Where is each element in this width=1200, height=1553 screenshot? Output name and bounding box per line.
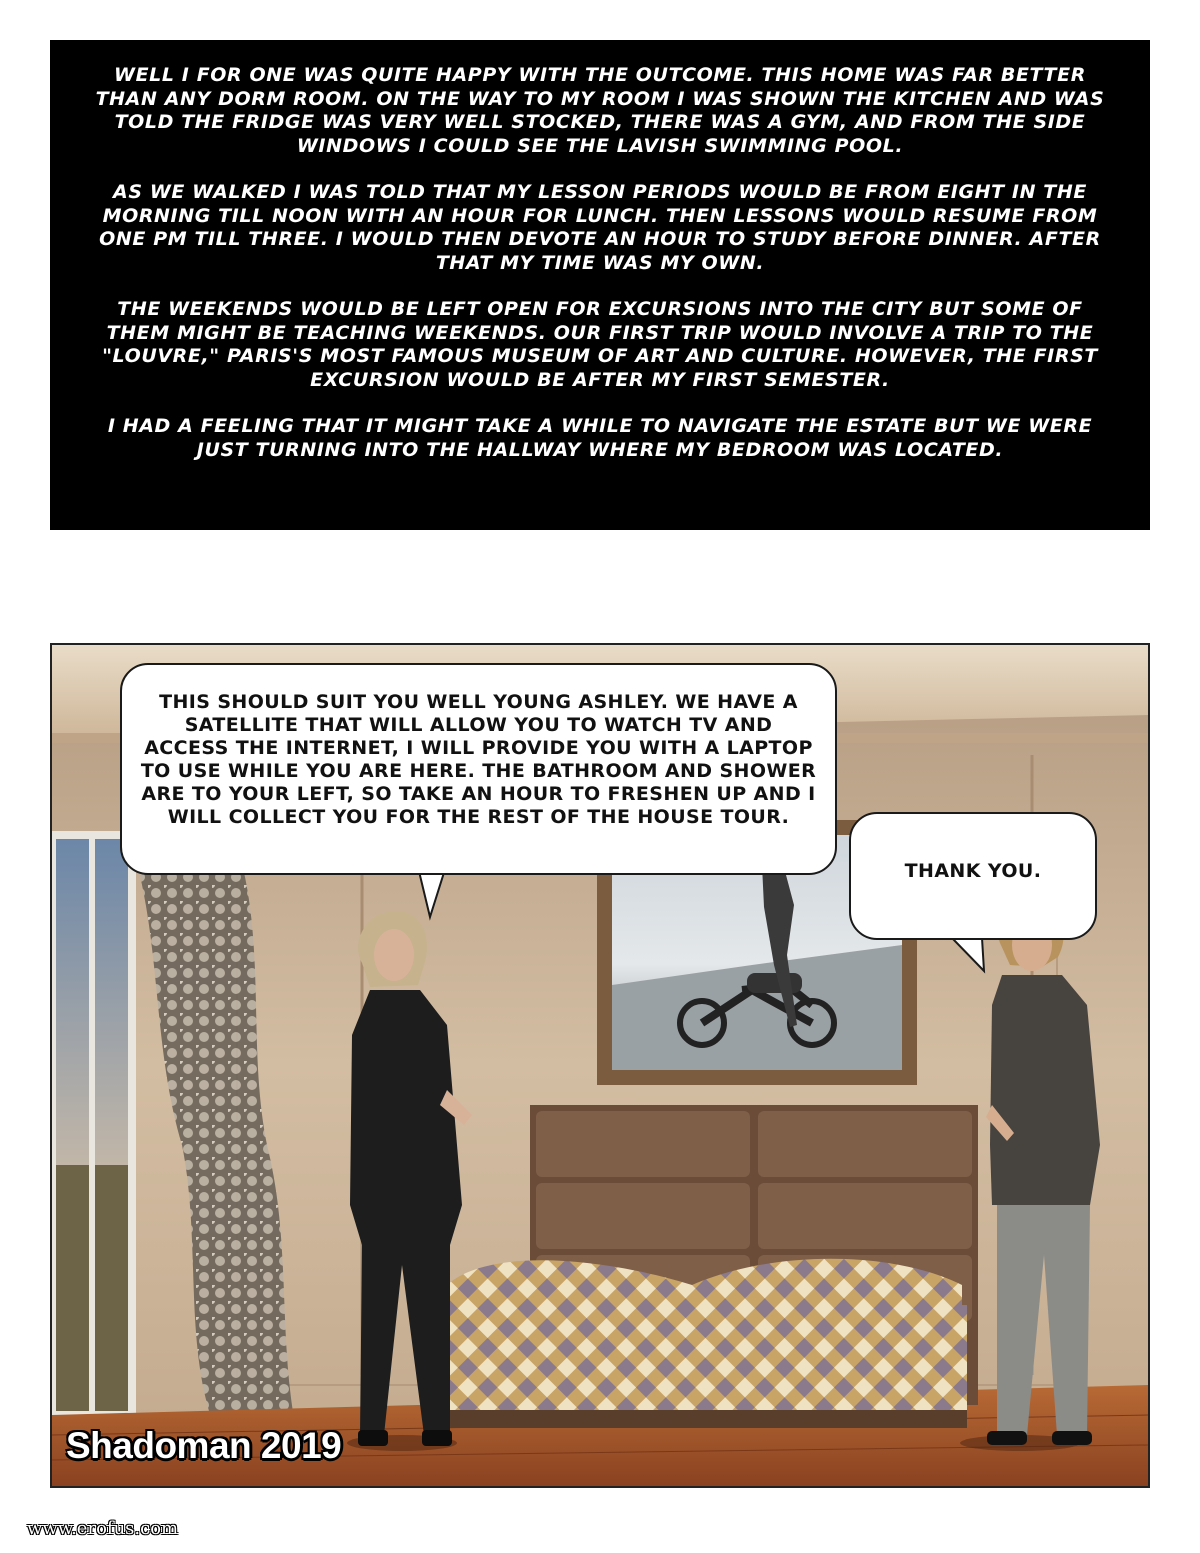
- narration-paragraph-2: AS WE WALKED I WAS TOLD THAT MY LESSON PERIODS WOULD BE FROM EIGHT IN THE MORNING TILL NOON WITH AN HOUR FOR LUNCH. THEN LESSONS WOULD RESUME FROM ONE PM TILL THREE. I WOULD THEN DEVOTE AN HOUR TO STUDY BEFORE DINNER. AFTER THAT MY TIME WAS MY OWN.: [99, 181, 1101, 274]
- artist-signature: Shadoman 2019: [66, 1425, 342, 1466]
- narration-paragraph-4: I HAD A FEELING THAT IT MIGHT TAKE A WHILE TO NAVIGATE THE ESTATE BUT WE WERE JUST TURNING INTO THE HALLWAY WHERE MY BEDROOM WAS LOCATED.: [107, 415, 1093, 461]
- narration-paragraph-1: WELL I FOR ONE WAS QUITE HAPPY WITH THE OUTCOME. THIS HOME WAS FAR BETTER THAN ANY DORM ROOM. ON THE WAY TO MY ROOM I WAS SHOWN THE KITCHEN AND WAS TOLD THE FRIDGE WAS VERY WELL STOCKED, THERE WAS A GYM, AND FROM THE SIDE WINDOWS I COULD SEE THE LAVISH SWIMMING POOL.: [95, 64, 1105, 157]
- comic-panel: [50, 643, 1150, 1488]
- narration-box: [50, 40, 1150, 530]
- speech-text-ashley: THANK YOU.: [904, 860, 1042, 882]
- site-watermark: www.erofus.com: [27, 1518, 179, 1539]
- speech-bubble-woman: [120, 663, 837, 875]
- speech-text-woman: THIS SHOULD SUIT YOU WELL YOUNG ASHLEY. WE HAVE A SATELLITE THAT WILL ALLOW YOU TO WATCH TV AND ACCESS THE INTERNET, I WILL PROVIDE YOU WITH A LAPTOP TO USE WHILE YOU ARE HERE. THE BATHROOM AND SHOWER ARE TO YOUR LEFT, SO TAKE AN HOUR TO FRESHEN UP AND I WILL COLLECT YOU FOR THE REST OF THE HOUSE TOUR.: [140, 691, 817, 828]
- speech-bubble-ashley: [849, 812, 1097, 940]
- narration-paragraph-3: THE WEEKENDS WOULD BE LEFT OPEN FOR EXCURSIONS INTO THE CITY BUT SOME OF THEM MIGHT BE TEACHING WEEKENDS. OUR FIRST TRIP WOULD INVOLVE A TRIP TO THE "LOUVRE," PARIS'S MOST FAMOUS MUSEUM OF ART AND CULTURE. HOWEVER, THE FIRST EXCURSION WOULD BE AFTER MY FIRST SEMESTER.: [102, 298, 1098, 391]
